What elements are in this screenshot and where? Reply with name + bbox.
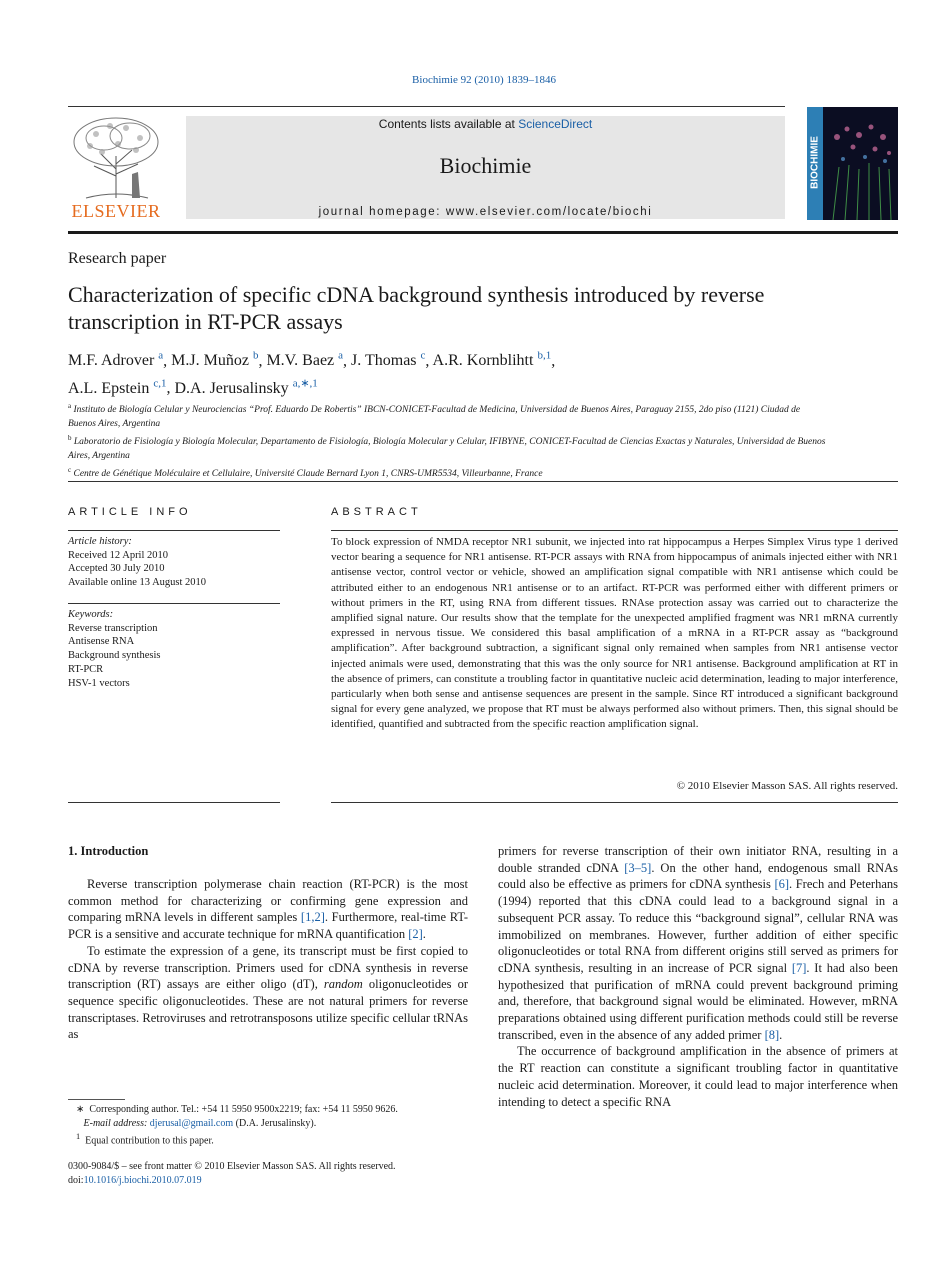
author[interactable]: A.R. Kornblihtt $^{b,1}$ (432, 350, 552, 370)
abstract-heading: ABSTRACT (331, 506, 422, 518)
paragraph: To estimate the expression of a gene, its transcript must be first copied to cDNA by reverse transcription. Primers used for cDNA synthesis in reverse transcription (RT) assays are either oligo (dT), random oligonucleotides or sequence specific oligonucleotides. These are not natural primers for reverse transcriptases. Retroviruses and retrotransposons utilize specific cellular tRNAs as (68, 943, 468, 1042)
keyword: Reverse transcription (68, 622, 158, 634)
abstract-copyright: © 2010 Elsevier Masson SAS. All rights reserved. (676, 780, 898, 792)
body-column-left (68, 876, 468, 1043)
affiliation-b: $^b$ Laboratorio de Fisiología y Biología Molecular, Departamento de Fisiología, Biología Molecular y Celular, IFIBYNE, CONICET-Facultad de Ciencias Exactas y Naturales, Universidad de Buenos Aires, Argentina (68, 434, 826, 462)
author[interactable]: D.A. Jerusalinsky $^{a,∗,1}$ (174, 377, 318, 397)
info-rule (68, 603, 280, 604)
keyword: Background synthesis (68, 650, 161, 662)
section-heading-introduction: 1. Introduction (68, 844, 149, 858)
section-rule (68, 481, 898, 482)
citation-link[interactable]: [2] (408, 927, 423, 942)
publisher-logo-text: ELSEVIER (71, 201, 161, 221)
doi-line: doi:10.1016/j.biochi.2010.07.019 (68, 1174, 202, 1186)
history-accepted: Accepted 30 July 2010 (68, 563, 165, 575)
keywords (68, 608, 280, 690)
paragraph: Reverse transcription polymerase chain reaction (RT-PCR) is the most common method for characterizing or confirming gene expression and comparing mRNA levels in different samples [1,2]. Furthermore, real-time RT-PCR is a sensitive and accurate technique for mRNA quantification [2]. (68, 877, 468, 942)
journal-homepage[interactable]: journal homepage: www.elsevier.com/locate/biochi (318, 206, 653, 218)
article-info-heading: ARTICLE INFO (68, 506, 192, 518)
article-title: Characterization of specific cDNA background synthesis introduced by reverse transcription in RT-PCR assays (68, 282, 765, 334)
author[interactable]: J. Thomas $^c$ (351, 350, 426, 370)
cover-title: BIOCHIMIE (809, 136, 821, 189)
citation-link[interactable]: [7] (791, 960, 807, 975)
journal-banner (186, 116, 785, 219)
header-rule (68, 106, 785, 107)
journal-name: Biochimie (439, 153, 532, 178)
keywords-label: Keywords: (68, 609, 114, 620)
author[interactable]: M.J. Muñoz $^b$ (171, 350, 259, 370)
doi-link[interactable]: 10.1016/j.biochi.2010.07.019 (83, 1174, 202, 1186)
footnote-rule (68, 1099, 125, 1100)
info-rule (68, 802, 280, 803)
citation-link[interactable]: [3–5] (624, 860, 652, 875)
footnote-corresponding: ∗ Corresponding author. Tel.: +54 11 5950 9500x2219; fax: +54 11 5950 9626. (76, 1104, 398, 1115)
sciencedirect-link[interactable]: ScienceDirect (518, 117, 593, 131)
paragraph: primers for reverse transcription of their own initiator RNA, resulting in a double stranded cDNA [3–5]. On the other hand, endogenous small RNAs could also be effective as primers for cDNA synthesis [6]. Frech and Peterhans (1994) reported that this cDNA could lead to a background signal in a subsequent PCR assay. To reduce this “background signal”, cellular RNA was immobilized on membranes. However, further addition of either specific oligonucleotides or total RNA from different origins still served as primers for cDNA synthesis, resulting in an increase of PCR signal [7]. It had also been hypothesized that purification of mRNA could prevent background priming and, therefore, that background signal would be eliminated. However, mRNA preparations obtained using different purification methods could still be reverse transcribed, even in the absence of any added primer [8]. (498, 844, 899, 1042)
article-history (68, 535, 280, 590)
article-type: Research paper (68, 250, 167, 267)
author[interactable]: M.V. Baez $^a$ (266, 350, 344, 370)
affiliation-c: $^c$ Centre de Génétique Moléculaire et Cellulaire, Université Claude Bernard Lyon 1, CNRS-UMR5534, Villeurbanne, France (68, 466, 543, 480)
citation-link[interactable]: [6] (774, 877, 790, 892)
elsevier-logo[interactable] (66, 114, 166, 222)
footnote-equal: $^1$ Equal contribution to this paper. (76, 1132, 214, 1147)
author[interactable]: A.L. Epstein $^{c,1}$ (68, 377, 167, 397)
journal-reference[interactable]: Biochimie 92 (2010) 1839–1846 (412, 74, 556, 86)
abstract-rule (331, 530, 898, 531)
history-online: Available online 13 August 2010 (68, 577, 207, 589)
contents-prefix: Contents lists available at (378, 117, 519, 131)
citation-link[interactable]: [1,2] (300, 910, 325, 925)
front-matter (68, 1160, 488, 1187)
abstract-text: To block expression of NMDA receptor NR1 subunit, we injected into rat hippocampus a Herpes Simplex Virus type 1 derived vector bearing a sequence for NR1 antisense. RT-PCR assays with RNA from hippocampus of animals injected either with NR1 antisense vector, control vector or vehicle, showed an amplification signal compatible with NR1 antisense which could be attributed either to an endogenous NR1 antisense or to an artifact. RT-PCR was performed either with different primers or without primers in the RT, using RNA from different tissues. RNAse protection assay was carried out to characterize the amplified signal nature. Our results show that the template for the unexpected amplified fragment was NR1 mRNA currently expressed in nervous tissue. We considered this basal amplification of a mRNA in a RT-PCR assay as “background amplification”. After background subtraction, a significant signal only remained when samples from NR1 antisense vector injected animals were used, demonstrating that this was the only source for NR1 antisense. Background amplification at RT in the absence of primers, can constitute a troubling factor in quantitative nucleic acid determination, leading to major interference, particularly when both sense and antisense sequences are present in the sample. Since RT introduced a significant background signal for every gene analyzed, we propose that RT must be always performed also without primers. Then, this signal should be identified, quantified and subtracted from the specific reaction amplification signal. (331, 536, 898, 731)
info-rule (68, 530, 280, 531)
author-list: M.F. Adrover $^a$, M.J. Muñoz $^b$, M.V. Baez $^a$, J. Thomas $^c$, A.R. Kornblihtt $^{b,1}$, A.L. Epstein $^{c,1}$, D.A. Jerusalinsky $^{a,∗,1}$ (68, 350, 556, 397)
tree-icon (66, 114, 166, 200)
journal-cover[interactable] (807, 107, 898, 220)
history-received: Received 12 April 2010 (68, 549, 169, 561)
email-link[interactable]: djerusal@gmail.com (149, 1117, 234, 1129)
header-thick-rule (68, 231, 898, 234)
keyword: HSV-1 vectors (68, 677, 130, 689)
history-label: Article history: (68, 536, 132, 547)
paragraph: The occurrence of background amplification in the absence of primers at the RT reaction can constitute a significant troubling factor in quantitative nucleic acid determination. Moreover, it could lead to major interference when intending to detect a specific RNA (498, 1044, 898, 1109)
abstract-rule (331, 802, 898, 803)
affiliations (68, 399, 828, 481)
body-column-right (498, 843, 898, 1110)
footnotes (68, 1103, 488, 1148)
keyword: Antisense RNA (68, 636, 135, 648)
author[interactable]: M.F. Adrover $^a$ (68, 350, 164, 370)
citation-link[interactable]: [8] (764, 1027, 780, 1042)
contents-line (186, 117, 785, 131)
issn-line: 0300-9084/$ – see front matter © 2010 Elsevier Masson SAS. All rights reserved. (68, 1161, 396, 1172)
footnote-email: E-mail address: djerusal@gmail.com (D.A. Jerusalinsky). (83, 1117, 317, 1129)
keyword: RT-PCR (68, 663, 104, 675)
affiliation-a: $^a$ Instituto de Biología Celular y Neurociencias “Prof. Eduardo De Robertis” IBCN-CONICET-Facultad de Medicina, Universidad de Buenos Aires, Paraguay 2155, 2do piso (1121) Ciudad de Buenos Aires, Argentina (68, 402, 801, 430)
cover-art-icon (825, 107, 898, 220)
